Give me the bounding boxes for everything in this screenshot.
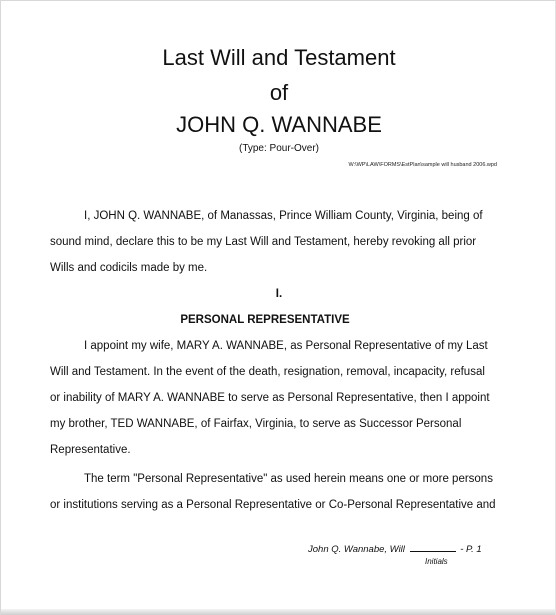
appointment-line: Representative.: [50, 444, 131, 456]
term-line: or institutions serving as a Personal Representative or Co-Personal Representative and: [50, 499, 496, 511]
will-type: (Type: Pour-Over): [238, 143, 320, 154]
file-path: W:\WP\LAW\FORMS\EstPlan\sample will husband 2006.wpd: [348, 162, 497, 168]
appointment-line: or inability of MARY A. WANNABE to serve as Personal Representative, then I appoint: [50, 392, 490, 404]
intro-line: sound mind, declare this to be my Last Will and Testament, hereby revoking all prior: [50, 236, 477, 248]
term-paragraph: [50, 466, 520, 518]
footer-will-label: John Q. Wannabe, Will: [308, 544, 405, 555]
initials-label: Initials: [425, 557, 448, 566]
page-footer: [308, 542, 482, 556]
document-title: Last Will and Testament: [162, 45, 396, 70]
appointment-line: my brother, TED WANNABE, of Fairfax, Virginia, to serve as Successor Personal: [50, 418, 462, 430]
section-number: I.: [275, 288, 283, 300]
appointment-line: I appoint my wife, MARY A. WANNABE, as Personal Representative of my Last: [84, 340, 488, 352]
intro-line: I, JOHN Q. WANNABE, of Manassas, Prince William County, Virginia, being of: [84, 210, 483, 222]
term-line: The term "Personal Representative" as used herein means one or more persons: [84, 473, 493, 485]
title-connector: of: [269, 80, 289, 105]
footer-page-number: - P. 1: [460, 544, 482, 555]
testator-name-heading: JOHN Q. WANNABE: [176, 112, 382, 137]
initials-blank-line: [410, 542, 456, 552]
appointment-paragraph: [50, 333, 520, 463]
intro-paragraph: [50, 203, 520, 281]
section-heading: PERSONAL REPRESENTATIVE: [180, 314, 350, 326]
appointment-line: Will and Testament. In the event of the death, resignation, removal, incapacity, refusal: [50, 366, 485, 378]
intro-line: Wills and codicils made by me.: [50, 262, 208, 274]
